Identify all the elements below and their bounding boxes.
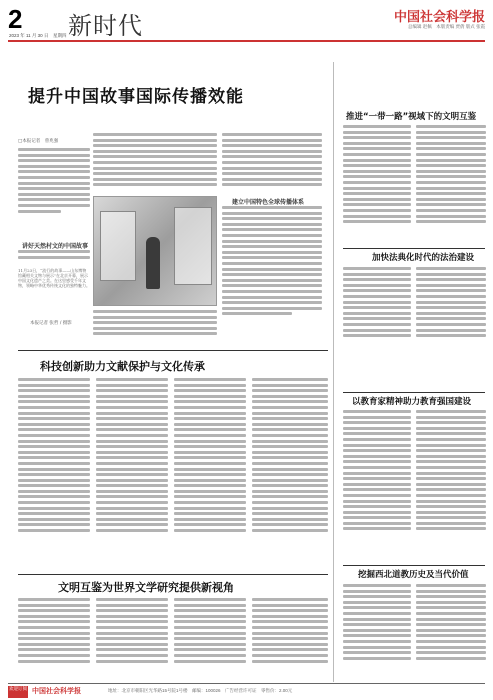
article-4-body-3 bbox=[174, 378, 246, 568]
article-4-body-2 bbox=[96, 378, 168, 568]
article-7-body-b bbox=[416, 584, 486, 680]
article-1-subhead-2: 建立中国特色全球传播体系 bbox=[232, 199, 305, 206]
article-5-body-b bbox=[416, 410, 486, 558]
article-6-body-2 bbox=[96, 598, 168, 680]
footer-info: 地址：北京市朝阳区光华路15号院1号楼 邮编：100026 广告经营许可证 零售价：2.00元 bbox=[108, 688, 293, 693]
headline-3: 加快法典化时代的法治建设 bbox=[372, 253, 475, 263]
article-4-body-4 bbox=[252, 378, 328, 568]
article-5-body-a bbox=[343, 410, 411, 558]
article-3-body-a bbox=[343, 267, 411, 355]
headline-2: 推进“一带一路”视域下的文明互鉴 bbox=[346, 112, 477, 122]
headline-6: 文明互鉴为世界文学研究提供新视角 bbox=[58, 581, 234, 594]
exhibition-photo bbox=[93, 196, 217, 306]
article-6-body-1 bbox=[18, 598, 90, 680]
rule-h3 bbox=[343, 248, 485, 249]
issue-date: 2023 年 11 月 30 日 星期四 bbox=[9, 33, 67, 38]
headline-1: 提升中国故事国际传播效能 bbox=[28, 87, 244, 107]
editor-info: 总编辑 赵佩 本版责编 贾倩 版式 张霞 bbox=[408, 24, 485, 29]
photo-credit: 本报记者 张哲 / 摄影 bbox=[30, 321, 72, 326]
headline-7: 挖掘西北道教历史及当代价值 bbox=[358, 570, 469, 580]
article-1-col-2 bbox=[93, 133, 217, 193]
masthead bbox=[8, 4, 485, 42]
rule-h7 bbox=[343, 565, 485, 566]
rule-h5 bbox=[343, 392, 485, 393]
section-title: 新时代 bbox=[68, 12, 143, 40]
headline-4: 科技创新助力文献保护与文化传承 bbox=[40, 360, 205, 373]
rule-h4 bbox=[18, 350, 328, 351]
article-6-body-4 bbox=[252, 598, 328, 680]
article-1-col-3 bbox=[222, 133, 322, 195]
footer-paper-name: 中国社会科学报 bbox=[32, 688, 81, 695]
rule-h6 bbox=[18, 574, 328, 575]
column-divider bbox=[333, 62, 334, 682]
photo-caption: 11月23日，“流行的故事——山东博物馆藏相关文物与展示”在北京开幕，展示中国文化遗产之美。在这里感受千年文物，领略中华优秀传统文化的独特魅力。 bbox=[18, 268, 90, 288]
article-1-subhead-1: 讲好天然村文的中国故事 bbox=[22, 243, 89, 250]
article-4-body-1 bbox=[18, 378, 90, 568]
byline-1: □本报记者 曾兆强 bbox=[18, 139, 59, 144]
article-1-col-1b bbox=[18, 250, 90, 268]
article-7-body-a bbox=[343, 584, 411, 680]
article-1-col-2b bbox=[93, 310, 217, 340]
paper-name: 中国社会科学报 bbox=[393, 10, 485, 25]
article-1-col-1 bbox=[18, 148, 90, 240]
article-2-body-b bbox=[416, 125, 486, 245]
headline-5: 以教育家精神助力教育强国建设 bbox=[352, 397, 472, 407]
article-6-body-3 bbox=[174, 598, 246, 680]
article-2-body-a bbox=[343, 125, 411, 245]
article-1-col-3b bbox=[222, 206, 322, 342]
page-number: 2 bbox=[8, 4, 23, 34]
subscribe-badge: 欢迎订阅 bbox=[8, 686, 28, 698]
article-3-body-b bbox=[416, 267, 486, 355]
footer bbox=[8, 683, 485, 698]
